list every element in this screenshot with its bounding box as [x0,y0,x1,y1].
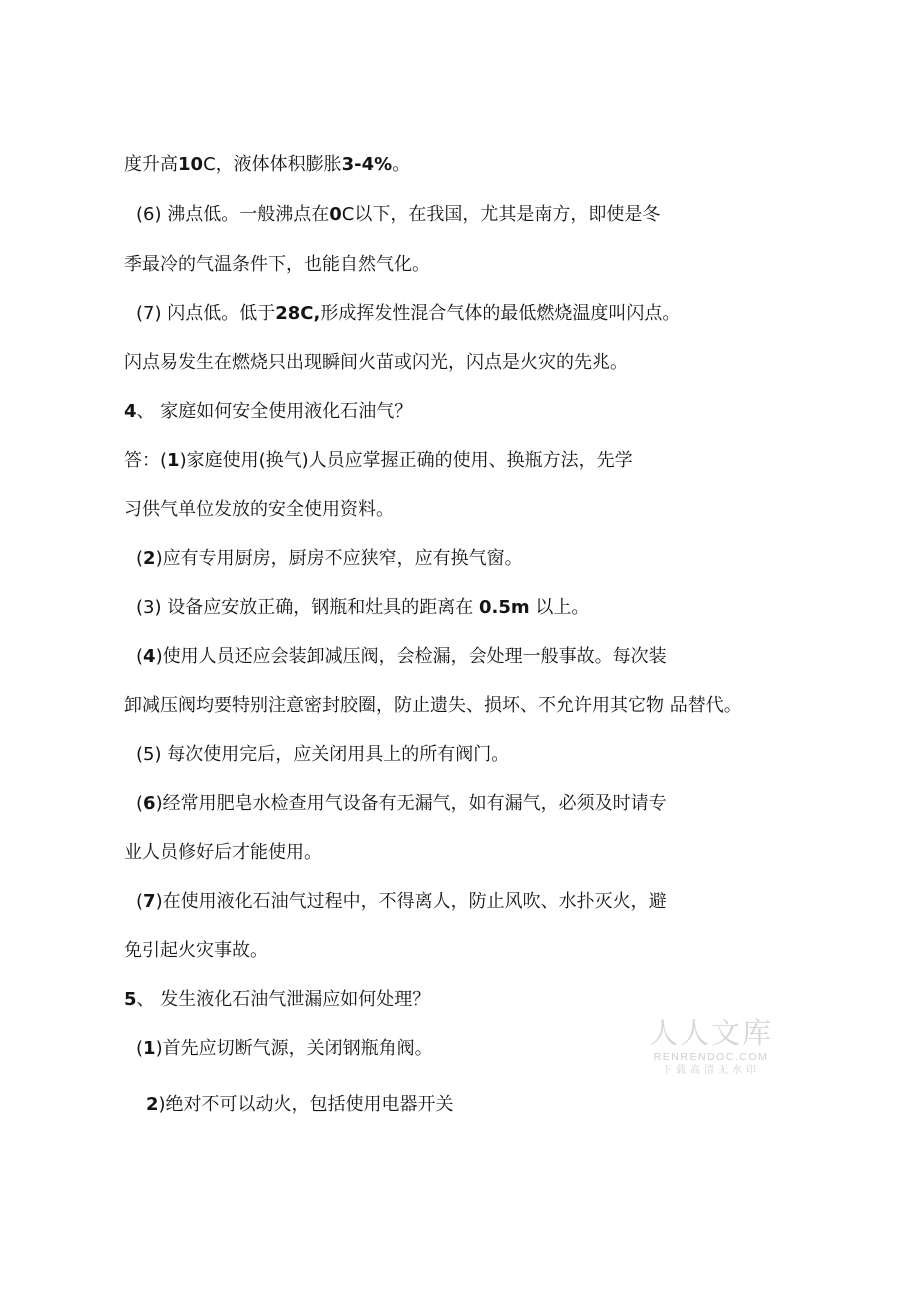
text-segment: 、 家庭如何安全使用液化石油气？ [136,401,413,422]
bold-text-segment: 28C, [275,303,321,324]
text-line [136,203,660,227]
text-line [124,988,430,1012]
text-segment: )家庭使用(换气)人员应掌握正确的使用、换瓶方法，先学 [179,450,633,471]
text-segment: ( [136,1038,144,1059]
bold-text-segment: 7 [143,891,156,912]
text-segment: (6) 沸点低。一般沸点在 [136,204,330,225]
text-line [136,890,667,914]
text-line [136,792,667,816]
text-segment: 免引起火灾事故。 [124,940,268,961]
text-segment: 度升高 [124,154,178,175]
bold-text-segment: 2 [146,1094,159,1115]
bold-text-segment: 1 [143,1038,156,1059]
text-segment: C，液体体积膨胀 [203,154,342,175]
text-segment: (5) 每次使用完后，应关闭用具上的所有阀门。 [136,744,510,765]
text-line [124,351,628,375]
text-line [146,1093,454,1117]
text-segment: 季最冷的气温条件下，也能自然气化。 [124,254,430,275]
text-line [124,400,412,424]
text-segment: )经常用肥皂水检查用气设备有无漏气，如有漏气，必须及时请专 [155,793,667,814]
text-segment: ( [136,891,144,912]
text-segment: 答：( [124,450,168,471]
text-line [136,743,509,767]
bold-text-segment: 4 [124,401,137,422]
text-line [136,596,589,620]
text-segment: )应有专用厨房，厨房不应狭窄，应有换气窗。 [155,548,523,569]
text-line [124,841,322,865]
text-segment: 习供气单位发放的安全使用资料。 [124,499,394,520]
text-segment: 业人员修好后才能使用。 [124,842,322,863]
bold-text-segment: 6 [143,793,156,814]
text-segment: 以上。 [529,597,590,618]
text-segment: 卸减压阀均要特别注意密封胶圈，防止遗失、损坏、不允许用其它物 品替代。 [124,695,742,716]
bold-text-segment: 4 [143,646,156,667]
text-line [136,302,680,326]
text-segment: )绝对不可以动火，包括使用电器开关 [158,1094,454,1115]
text-segment: )使用人员还应会装卸减压阀，会检漏，会处理一般事故。每次装 [155,646,667,667]
text-line [136,645,667,669]
bold-text-segment: 2 [143,548,156,569]
text-line [124,498,394,522]
text-segment: 闪点易发生在燃烧只出现瞬间火苗或闪光，闪点是火灾的先兆。 [124,352,628,373]
text-segment: ( [136,548,144,569]
text-line [124,153,410,177]
text-line [136,1037,433,1061]
watermark-tagline: 下载高清无水印 [662,1065,760,1076]
bold-text-segment: 5 [124,989,137,1010]
bold-text-segment: 1 [167,450,180,471]
bold-text-segment: 3-4% [341,154,393,175]
watermark-title: 人人文库 [648,1016,773,1050]
text-segment: (3) 设备应安放正确，钢瓶和灶具的距离在 [136,597,479,618]
bold-text-segment: 0 [329,204,342,225]
bold-text-segment: 0.5m [478,597,530,618]
bold-text-segment: 10 [178,154,204,175]
text-segment: )在使用液化石油气过程中，不得离人，防止风吹、水扑灭火，避 [155,891,667,912]
text-line [136,547,523,571]
text-segment: 、 发生液化石油气泄漏应如何处理？ [136,989,431,1010]
text-segment: )首先应切断气源，关闭钢瓶角阀。 [155,1038,433,1059]
text-segment: ( [136,793,144,814]
text-segment: 。 [392,154,411,175]
text-segment: 形成挥发性混合气体的最低燃烧温度叫闪点。 [320,303,681,324]
text-line [124,694,742,718]
watermark-logo [646,1016,776,1078]
text-segment: C以下，在我国，尤其是南方，即使是冬 [341,204,661,225]
text-segment: (7) 闪点低。低于 [136,303,276,324]
watermark-url: RENRENDOC.COM [653,1051,769,1063]
text-line [124,449,633,473]
text-line [124,939,268,963]
text-line [124,253,430,277]
text-segment: ( [136,646,144,667]
